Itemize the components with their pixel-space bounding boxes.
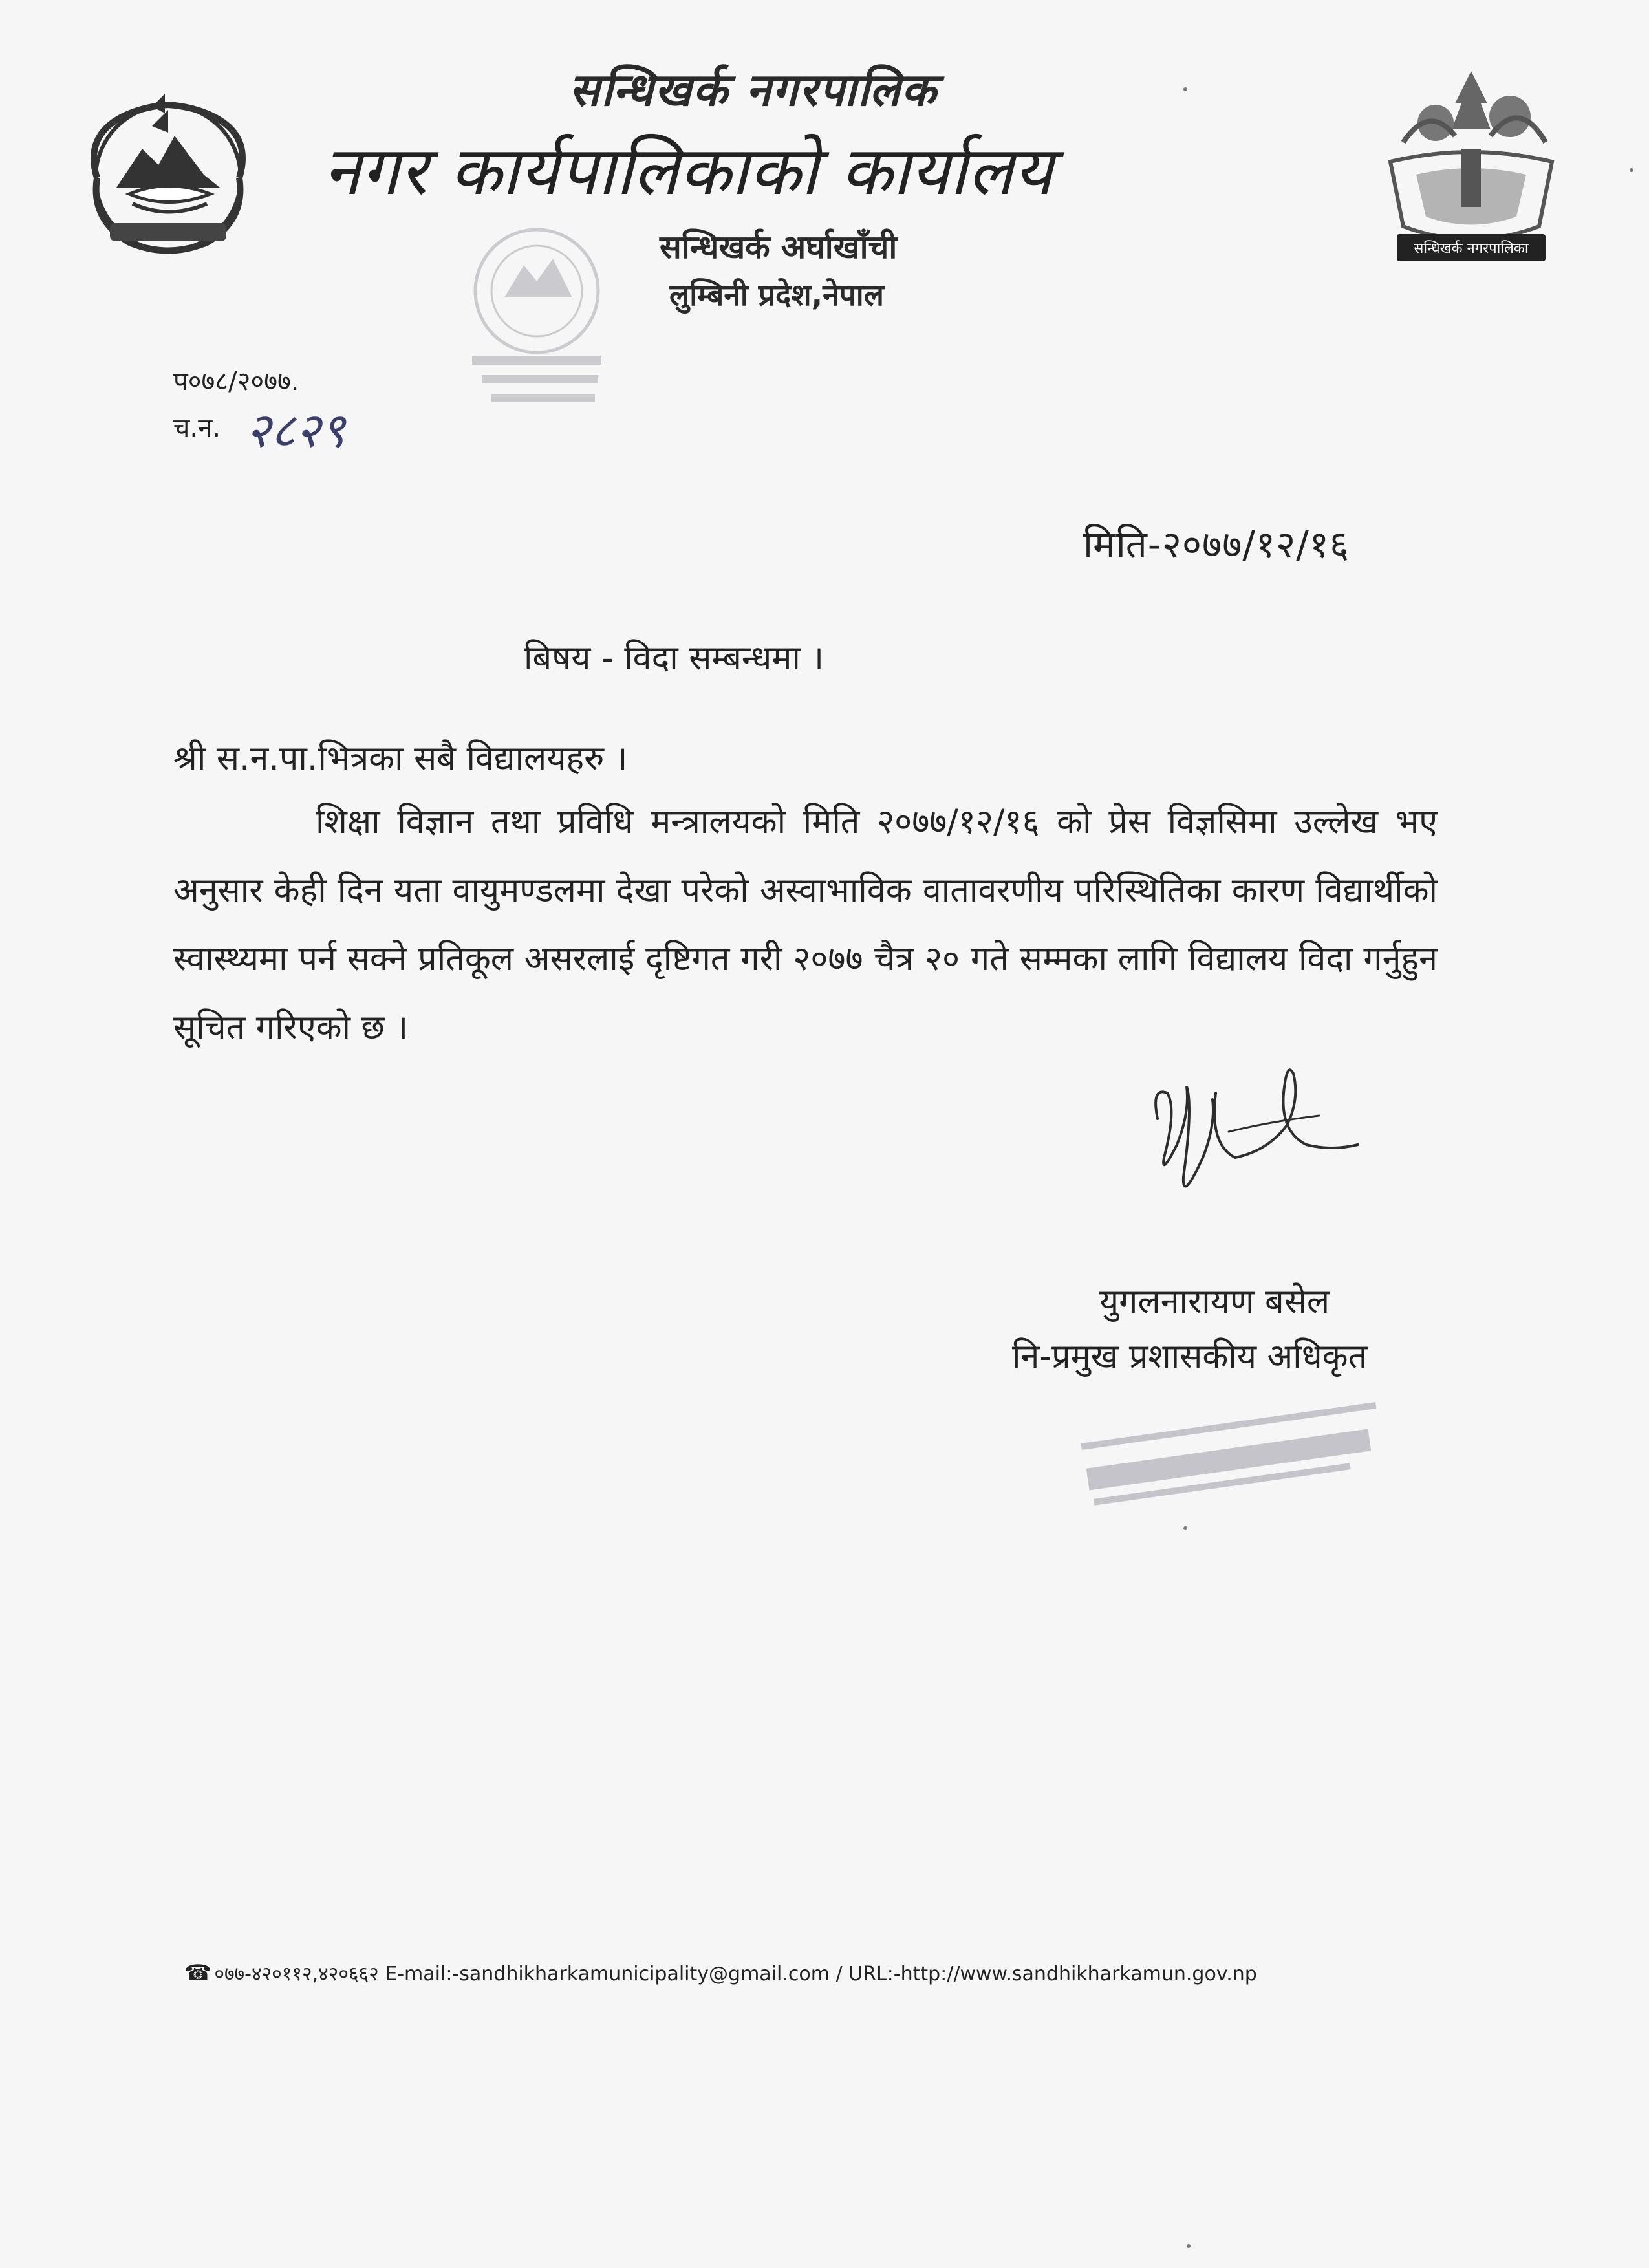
letter-subject: बिषय - विदा सम्बन्धमा । bbox=[524, 639, 824, 678]
letter-body: शिक्षा विज्ञान तथा प्रविधि मन्त्रालयको मिति २०७७/१२/१६ को प्रेस विज्ञसिमा उल्लेख भए अनुसार केही दिन यता वायुमण्डलमा देखा परेको अस्वाभाविक वातावरणीय परिस्थितिका कारण विद्यार्थीको स्वास्थ्यमा पर्न सक्ने प्रतिकूल असरलाई दृष्टिगत गरी २०७७ चैत्र २० गते सम्मका लागि विद्यालय विदा गर्नुहुन सूचित गरिएको छ । bbox=[173, 803, 1438, 1047]
telephone-icon: ☎ bbox=[184, 1960, 212, 1986]
scan-speck bbox=[1183, 87, 1187, 91]
officer-rubber-stamp-icon bbox=[1073, 1397, 1390, 1520]
office-province: लुम्बिनी प्रदेश,नेपाल bbox=[669, 277, 884, 312]
municipality-name: सन्धिखर्क नगरपालिक bbox=[569, 63, 938, 116]
nepal-emblem-icon bbox=[71, 91, 265, 265]
contact-details: ०७७-४२०११२,४२०६६२ E-mail:-sandhikharkamunicipality@gmail.com / URL:-http://www.sandhikharkamun.gov.np bbox=[214, 1963, 1257, 1985]
signatory-name: युगलनारायण बसेल bbox=[1099, 1282, 1330, 1321]
patra-sankhya: प०७८/२०७७. bbox=[173, 367, 299, 396]
contact-footer bbox=[184, 1960, 1257, 1986]
letter-date: मिति-२०७७/१२/१६ bbox=[1083, 523, 1350, 567]
chalani-number: २८२९ bbox=[246, 403, 345, 459]
municipality-logo-caption: सन्धिखर्क नगरपालिका bbox=[1414, 241, 1529, 257]
office-location: सन्धिखर्क अर्घाखाँची bbox=[660, 228, 898, 266]
chalani-label: च.न. bbox=[173, 413, 221, 443]
office-seal-stamp-icon bbox=[446, 220, 614, 433]
signatory-title: नि-प्रमुख प्रशासकीय अधिकृत bbox=[1012, 1337, 1368, 1376]
office-title: नगर कार्यपालिकाको कार्यालय bbox=[323, 131, 1054, 210]
scan-speck bbox=[1630, 168, 1633, 172]
scan-speck bbox=[1187, 2244, 1191, 2248]
scan-speck bbox=[1183, 1526, 1187, 1530]
handwritten-signature-icon bbox=[1138, 1048, 1384, 1242]
letter-salutation: श्री स.न.पा.भित्रका सबै विद्यालयहरु । bbox=[173, 739, 628, 778]
municipality-logo-icon bbox=[1377, 65, 1565, 265]
